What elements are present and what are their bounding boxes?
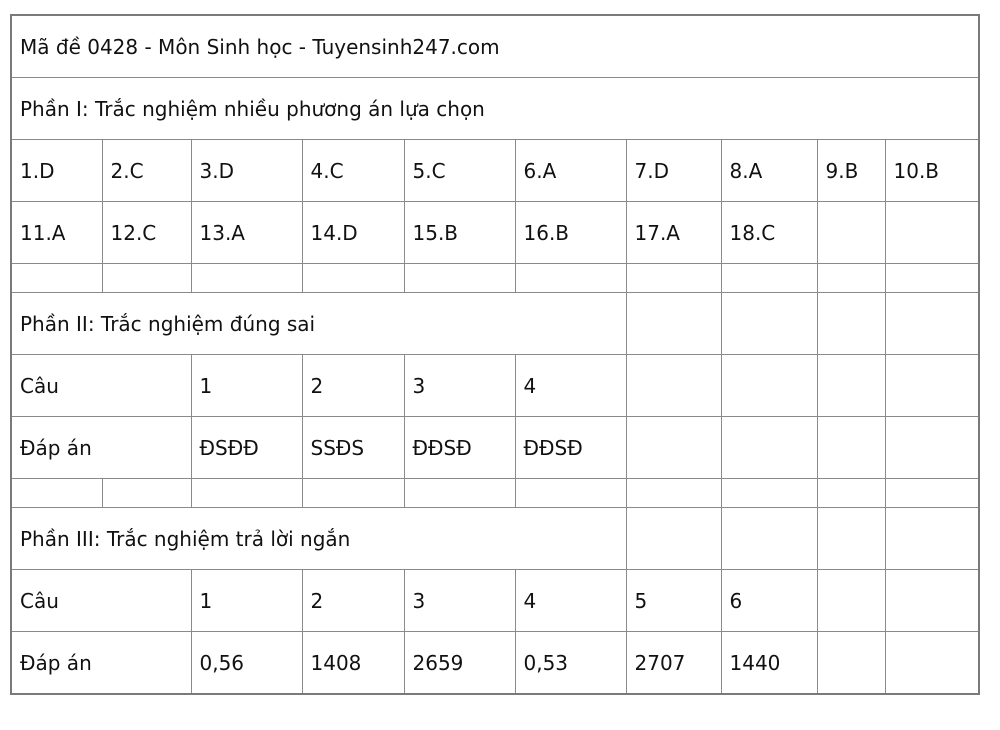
part2-heading: Phần II: Trắc nghiệm đúng sai: [11, 293, 626, 355]
answer-cell: 1.D: [11, 140, 102, 202]
empty-cell: [885, 355, 979, 417]
empty-cell: [626, 264, 721, 293]
answer-cell: 4.C: [302, 140, 404, 202]
answer-cell: 15.B: [404, 202, 515, 264]
question-number: 3: [404, 570, 515, 632]
empty-cell: [885, 570, 979, 632]
empty-cell: [191, 479, 302, 508]
question-number: 4: [515, 355, 626, 417]
empty-cell: [885, 417, 979, 479]
part2-answer-row: [11, 417, 979, 479]
empty-cell: [721, 479, 817, 508]
answer-cell: 2707: [626, 632, 721, 695]
question-number: 2: [302, 355, 404, 417]
empty-cell: [11, 479, 102, 508]
empty-cell: [515, 479, 626, 508]
question-number: 1: [191, 570, 302, 632]
empty-cell: [817, 479, 885, 508]
part3-question-row: [11, 570, 979, 632]
empty-cell: [817, 264, 885, 293]
empty-cell: [626, 479, 721, 508]
empty-cell: [404, 264, 515, 293]
title-row: [11, 15, 979, 78]
empty-cell: [817, 293, 885, 355]
empty-cell: [191, 264, 302, 293]
empty-cell: [885, 508, 979, 570]
empty-cell: [626, 417, 721, 479]
answer-cell: 18.C: [721, 202, 817, 264]
page-title: Mã đề 0428 - Môn Sinh học - Tuyensinh247.com: [11, 15, 979, 78]
answer-label: Đáp án: [11, 417, 191, 479]
answer-cell: 0,56: [191, 632, 302, 695]
part1-heading: Phần I: Trắc nghiệm nhiều phương án lựa chọn: [11, 78, 979, 140]
empty-cell: [302, 264, 404, 293]
part2-question-row: [11, 355, 979, 417]
part1-answers-row-1: [11, 140, 979, 202]
part3-heading: Phần III: Trắc nghiệm trả lời ngắn: [11, 508, 626, 570]
question-number: 6: [721, 570, 817, 632]
empty-cell: [817, 355, 885, 417]
empty-cell: [817, 417, 885, 479]
answer-cell: ĐĐSĐ: [515, 417, 626, 479]
empty-cell: [11, 264, 102, 293]
answer-cell: 1440: [721, 632, 817, 695]
part3-heading-row: [11, 508, 979, 570]
answer-cell: 16.B: [515, 202, 626, 264]
empty-cell: [515, 264, 626, 293]
answer-cell: 13.A: [191, 202, 302, 264]
answer-cell: 11.A: [11, 202, 102, 264]
answer-cell: ĐSĐĐ: [191, 417, 302, 479]
empty-cell: [626, 293, 721, 355]
answer-cell: 10.B: [885, 140, 979, 202]
empty-cell: [102, 264, 191, 293]
answer-cell: 3.D: [191, 140, 302, 202]
question-number: 5: [626, 570, 721, 632]
answer-cell: 9.B: [817, 140, 885, 202]
answer-cell: SSĐS: [302, 417, 404, 479]
answer-cell: 7.D: [626, 140, 721, 202]
empty-cell: [885, 293, 979, 355]
answer-cell: 1408: [302, 632, 404, 695]
empty-cell: [102, 479, 191, 508]
empty-cell: [404, 479, 515, 508]
question-number: 2: [302, 570, 404, 632]
answer-cell: 12.C: [102, 202, 191, 264]
empty-cell: [885, 479, 979, 508]
part1-answers-row-2: [11, 202, 979, 264]
empty-cell: [721, 508, 817, 570]
answer-cell: 17.A: [626, 202, 721, 264]
empty-cell: [817, 202, 885, 264]
answer-cell: 2.C: [102, 140, 191, 202]
empty-cell: [721, 293, 817, 355]
answer-key-table: [10, 14, 980, 695]
empty-cell: [721, 264, 817, 293]
spacer-row: [11, 264, 979, 293]
question-number: 3: [404, 355, 515, 417]
answer-cell: 6.A: [515, 140, 626, 202]
empty-cell: [885, 632, 979, 695]
answer-label: Đáp án: [11, 632, 191, 695]
part3-answer-row: [11, 632, 979, 695]
question-number: 4: [515, 570, 626, 632]
empty-cell: [817, 632, 885, 695]
empty-cell: [817, 570, 885, 632]
empty-cell: [885, 264, 979, 293]
empty-cell: [817, 508, 885, 570]
empty-cell: [885, 202, 979, 264]
empty-cell: [302, 479, 404, 508]
empty-cell: [721, 355, 817, 417]
part1-heading-row: [11, 78, 979, 140]
answer-cell: ĐĐSĐ: [404, 417, 515, 479]
answer-cell: 14.D: [302, 202, 404, 264]
answer-cell: 2659: [404, 632, 515, 695]
empty-cell: [626, 508, 721, 570]
question-number: 1: [191, 355, 302, 417]
answer-cell: 8.A: [721, 140, 817, 202]
answer-cell: 0,53: [515, 632, 626, 695]
part2-heading-row: [11, 293, 979, 355]
empty-cell: [721, 417, 817, 479]
question-label: Câu: [11, 570, 191, 632]
spacer-row: [11, 479, 979, 508]
empty-cell: [626, 355, 721, 417]
question-label: Câu: [11, 355, 191, 417]
answer-cell: 5.C: [404, 140, 515, 202]
